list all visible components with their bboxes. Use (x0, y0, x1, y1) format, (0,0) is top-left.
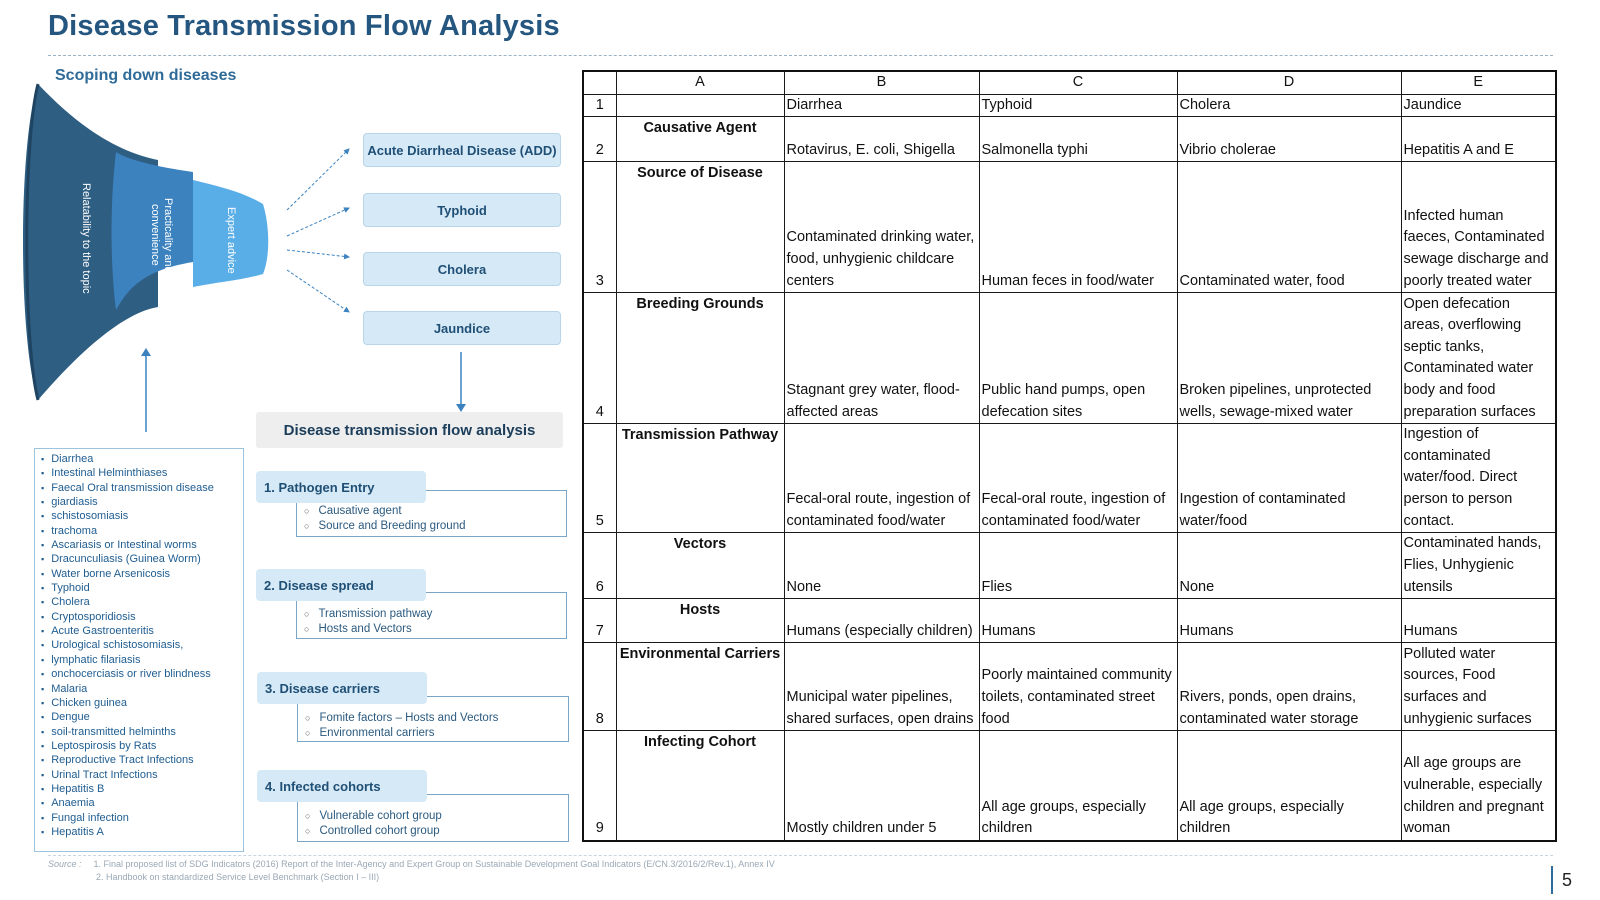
step-1-item: ○ Causative agent (304, 504, 402, 519)
table-row (583, 162, 1556, 293)
table-cell: Human feces in food/water (979, 162, 1177, 293)
row-number: 1 (583, 94, 616, 117)
table-cell: Broken pipelines, unprotected wells, sewage-mixed water (1177, 293, 1401, 424)
table-cell: Fecal-oral route, ingestion of contaminated food/water (784, 424, 979, 533)
disease-box-cholera: Cholera (363, 252, 561, 286)
source-note (48, 858, 775, 884)
column-letter: B (784, 71, 979, 94)
column-letter: C (979, 71, 1177, 94)
list-item: ▪ Cryptosporidiosis (41, 610, 243, 624)
row-header: Vectors (616, 533, 784, 599)
funnel-label-practicality: Practicality and convenience (149, 197, 174, 273)
table-cell: None (784, 533, 979, 599)
list-item: ▪ Cholera (41, 595, 243, 609)
table-cell: Humans (1401, 599, 1556, 643)
table-cell: Ingestion of contaminated water/food. Direct person to person contact. (1401, 424, 1556, 533)
list-item: ▪ soil-transmitted helminths (41, 725, 243, 739)
funnel-label-relatability: Relatability to the topic (80, 182, 92, 294)
table-cell: All age groups, especially children (1177, 731, 1401, 841)
table-cell (616, 94, 784, 117)
step-4-item: ○ Controlled cohort group (305, 824, 440, 839)
down-arrow (455, 352, 467, 412)
row-number: 3 (583, 162, 616, 293)
list-item: ▪ Fungal infection (41, 811, 243, 825)
table-row (583, 599, 1556, 643)
row-header: Breeding Grounds (616, 293, 784, 424)
list-item: ▪ Ascariasis or Intestinal worms (41, 538, 243, 552)
list-item: ▪ onchocerciasis or river blindness (41, 667, 243, 681)
table-cell: Mostly children under 5 (784, 731, 979, 841)
table-row (583, 293, 1556, 424)
footer-divider (48, 855, 1553, 856)
step-3-title: 3. Disease carriers (257, 672, 427, 704)
row-header: Transmission Pathway (616, 424, 784, 533)
list-item: ▪ Acute Gastroenteritis (41, 624, 243, 638)
list-item: ▪ trachoma (41, 524, 243, 538)
table-cell: All age groups, especially children (979, 731, 1177, 841)
list-item: ▪ schistosomiasis (41, 509, 243, 523)
list-item: ▪ Reproductive Tract Infections (41, 753, 243, 767)
table-cell: Typhoid (979, 94, 1177, 117)
table-cell: Polluted water sources, Food surfaces and unhygienic surfaces (1401, 643, 1556, 731)
table-row (583, 94, 1556, 117)
page-number-bar (1551, 866, 1553, 894)
table-cell: Vibrio cholerae (1177, 117, 1401, 162)
table-cell: Municipal water pipelines, shared surfaces, open drains (784, 643, 979, 731)
table-cell: Public hand pumps, open defecation sites (979, 293, 1177, 424)
list-item: ▪ Dracunculiasis (Guinea Worm) (41, 552, 243, 566)
step-2-item: ○ Transmission pathway (304, 607, 432, 622)
list-item: ▪ Typhoid (41, 581, 243, 595)
list-item: ▪ Urinal Tract Infections (41, 768, 243, 782)
row-header: Source of Disease (616, 162, 784, 293)
transmission-table (582, 70, 1557, 842)
table-cell: Jaundice (1401, 94, 1556, 117)
step-4-item: ○ Vulnerable cohort group (305, 809, 442, 824)
column-letter: A (616, 71, 784, 94)
list-item: ▪ Anaemia (41, 796, 243, 810)
table-row (583, 731, 1556, 841)
page-title: Disease Transmission Flow Analysis (48, 10, 560, 42)
list-item: ▪ Chicken guinea (41, 696, 243, 710)
list-item: ▪ Faecal Oral transmission disease (41, 481, 243, 495)
disease-box-add: Acute Diarrheal Disease (ADD) (363, 133, 561, 167)
source-item: 2. Handbook on standardized Service Level Benchmark (Section I – III) (96, 872, 380, 882)
table-cell: Humans (979, 599, 1177, 643)
up-arrow (140, 348, 152, 434)
table-row (583, 533, 1556, 599)
table-cell: Contaminated drinking water, food, unhygienic childcare centers (784, 162, 979, 293)
row-header: Causative Agent (616, 117, 784, 162)
table-cell: Ingestion of contaminated water/food (1177, 424, 1401, 533)
flow-analysis-heading: Disease transmission flow analysis (256, 412, 563, 448)
list-item: ▪ Diarrhea (41, 452, 243, 466)
step-2-title: 2. Disease spread (256, 569, 426, 601)
row-number: 4 (583, 293, 616, 424)
page-number: 5 (1562, 870, 1573, 890)
table-cell: Rivers, ponds, open drains, contaminated water storage (1177, 643, 1401, 731)
table-cell: Poorly maintained community toilets, contaminated street food (979, 643, 1177, 731)
list-item: ▪ Leptospirosis by Rats (41, 739, 243, 753)
step-3-item: ○ Fomite factors – Hosts and Vectors (305, 711, 498, 726)
corner-cell (583, 71, 616, 94)
list-item: ▪ Dengue (41, 710, 243, 724)
list-item: ▪ Urological schistosomiasis, (41, 638, 243, 652)
row-number: 7 (583, 599, 616, 643)
step-2-item: ○ Hosts and Vectors (304, 622, 412, 637)
table-cell: Contaminated water, food (1177, 162, 1401, 293)
table-cell: Hepatitis A and E (1401, 117, 1556, 162)
row-number: 2 (583, 117, 616, 162)
list-item: ▪ Malaria (41, 682, 243, 696)
step-1-title: 1. Pathogen Entry (256, 471, 426, 503)
table-cell: Stagnant grey water, flood-affected areas (784, 293, 979, 424)
list-item: ▪ Intestinal Helminthiases (41, 466, 243, 480)
funnel-label-expert: Expert advice (225, 206, 237, 274)
step-4-title: 4. Infected cohorts (257, 770, 427, 802)
column-letter: D (1177, 71, 1401, 94)
table-cell: Humans (especially children) (784, 599, 979, 643)
list-item: ▪ Hepatitis B (41, 782, 243, 796)
table-cell: None (1177, 533, 1401, 599)
row-header: Environmental Carriers (616, 643, 784, 731)
row-header: Infecting Cohort (616, 731, 784, 841)
disease-box-typhoid: Typhoid (363, 193, 561, 227)
step-3-item: ○ Environmental carriers (305, 726, 434, 741)
row-number: 5 (583, 424, 616, 533)
row-header: Hosts (616, 599, 784, 643)
list-item: ▪ Water borne Arsenicosis (41, 567, 243, 581)
table-row (583, 643, 1556, 731)
source-item: 1. Final proposed list of SDG Indicators (2016) Report of the Inter-Agency and Expert Group on Sustainable Development Goal Indicators (E/CN.3/2016/2/Rev.1), Annex IV (93, 859, 775, 869)
title-divider (48, 55, 1553, 56)
column-letters-row (583, 71, 1556, 94)
disease-box-jaundice: Jaundice (363, 311, 561, 345)
row-number: 8 (583, 643, 616, 731)
table-row (583, 117, 1556, 162)
table-cell: All age groups are vulnerable, especially children and pregnant woman (1401, 731, 1556, 841)
row-number: 6 (583, 533, 616, 599)
list-item: ▪ giardiasis (41, 495, 243, 509)
step-1-item: ○ Source and Breeding ground (304, 519, 466, 534)
table-cell: Contaminated hands, Flies, Unhygienic utensils (1401, 533, 1556, 599)
funnel-arrows (285, 140, 365, 320)
source-label: Source : (48, 859, 82, 869)
list-item: ▪ lymphatic filariasis (41, 653, 243, 667)
column-letter: E (1401, 71, 1556, 94)
table-cell: Fecal-oral route, ingestion of contaminated food/water (979, 424, 1177, 533)
table-cell: Humans (1177, 599, 1401, 643)
table-cell: Infected human faeces, Contaminated sewage discharge and poorly treated water (1401, 162, 1556, 293)
row-number: 9 (583, 731, 616, 841)
table-cell: Open defecation areas, overflowing septic tanks, Contaminated water body and food preparation surfaces (1401, 293, 1556, 424)
table-cell: Flies (979, 533, 1177, 599)
scoping-heading: Scoping down diseases (55, 67, 237, 84)
table-cell: Diarrhea (784, 94, 979, 117)
list-item: ▪ Hepatitis A (41, 825, 243, 839)
table-cell: Salmonella typhi (979, 117, 1177, 162)
table-row (583, 424, 1556, 533)
disease-list (34, 448, 244, 852)
table-cell: Cholera (1177, 94, 1401, 117)
table-cell: Rotavirus, E. coli, Shigella (784, 117, 979, 162)
